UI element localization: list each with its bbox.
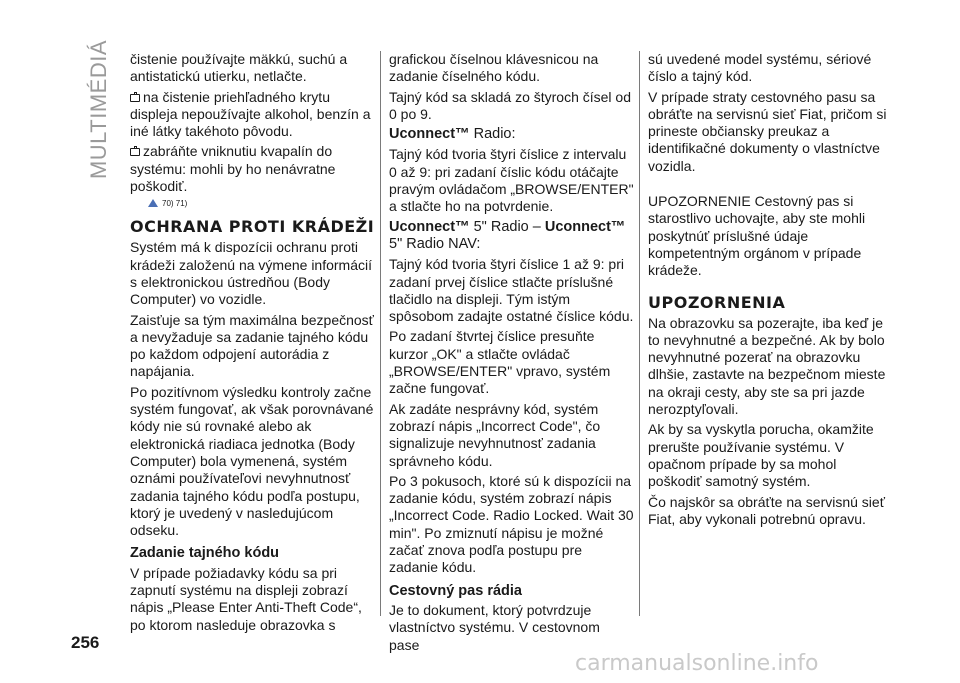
reference-numbers: 70) 71) bbox=[162, 199, 188, 209]
paragraph: Zaisťuje sa tým maximálna bezpečnosť a nevyžaduje sa zadanie tajného kódu po každom odpojení autorádia z napájania. bbox=[130, 311, 374, 380]
heading-antitheft: OCHRANA PROTI KRÁDEŽI bbox=[130, 217, 375, 237]
section-title-vertical bbox=[86, 40, 116, 190]
paragraph: čistenie používajte mäkkú, suchú a antistatickú utierku, netlačte. bbox=[130, 51, 348, 85]
paragraph: Tajný kód tvoria štyri číslice z intervalu 0 až 9: pri zadaní číslic kódu otáčajte pravým ovládačom „BROWSE/ENTER" a stlačte ho na potvrdenie. bbox=[389, 146, 634, 215]
caution-paragraph: UPOZORNENIE Cestovný pas si starostlivo uchovajte, aby ste mohli poskytnúť príslušné údaje kompetentným orgánom v prípade krádeže. bbox=[648, 193, 866, 279]
subheading-radio-nav bbox=[389, 219, 634, 254]
paragraph: Ak by sa vyskytla porucha, okamžite prerušte používanie systému. V opačnom prípade by sa mohol poškodiť samotný systém. bbox=[648, 421, 874, 490]
subheading-text: Radio: bbox=[469, 126, 516, 143]
paragraph: Na obrazovku sa pozerajte, iba keď je to nevyhnutné a bezpečné. Ak by bolo nevyhnutné pozerať na obrazovku dlhšie, zastavte na bezpečnom mieste na okraji cesty, aby ste sa pri jazde nerozptyľovali. bbox=[648, 314, 886, 418]
bullet-text: zabráňte vniknutiu kvapalín do systému: mohli by ho nenávratne poškodiť. bbox=[130, 143, 336, 195]
paragraph: Tajný kód tvoria štyri číslice 1 až 9: pri zadaní prvej číslice stlačte príslušné tlačidlo na displeji. Tým istým spôsobom zadajte ostatné číslice kódu. bbox=[389, 256, 634, 325]
paragraph: Systém má k dispozícii ochranu proti krádeži založenú na výmene informácií s elektronickou ústredňou (Body Computer) vo vozidle. bbox=[130, 239, 373, 308]
brand-label: Uconnect™ bbox=[389, 126, 470, 143]
car-warning-icon bbox=[130, 148, 140, 156]
paragraph: Po pozitívnom výsledku kontroly začne systém fungovať, ak však porovnávané kódy nie sú rovnaké alebo ak elektronická riadiaca jednotka (Body Computer) bola vymenená, systém oznámi používateľovi nevyhnutnosť zadania tajného kódu podľa postupu, ktorý je uvedený v nasledujúcom odseku. bbox=[130, 383, 374, 539]
column-3 bbox=[648, 51, 893, 531]
paragraph: Po 3 pokusoch, ktoré sú k dispozícii na zadanie kódu, systém zobrazí nápis „Incorrect Code. Radio Locked. Wait 30 min". Po zmiznutí nápisu je možné začať znova podľa postupu pre zadanie kódu. bbox=[389, 472, 634, 576]
column-divider bbox=[639, 51, 640, 616]
car-warning-icon bbox=[130, 94, 140, 102]
paragraph: sú uvedené model systému, sériové číslo a tajný kód. bbox=[648, 51, 872, 85]
subheading-radio bbox=[389, 126, 634, 143]
paragraph: Po zadaní štvrtej číslice presuňte kurzor „OK" a stlačte ovládač „BROWSE/ENTER" vpravo, systém začne fungovať. bbox=[389, 328, 611, 397]
section-title-text: MULTIMÉDIÁ bbox=[86, 40, 111, 180]
subheading-text: 5" Radio NAV: bbox=[389, 235, 481, 252]
paragraph: V prípade straty cestovného pasu sa obráťte na servisnú sieť Fiat, pričom si prineste občiansky preukaz a identifikačné dokumenty o vlastníctve vozidla. bbox=[648, 88, 887, 174]
heading-code-entry: Zadanie tajného kódu bbox=[130, 545, 280, 562]
bullet-text: na čistenie priehľadného krytu displeja nepoužívajte alkohol, benzín a iné látky takéhoto pôvodu. bbox=[130, 88, 371, 140]
paragraph: Ak zadáte nesprávny kód, systém zobrazí nápis „Incorrect Code", čo signalizuje nevyhnutnosť zadania správneho kódu. bbox=[389, 400, 601, 469]
column-1 bbox=[130, 51, 375, 637]
column-divider bbox=[380, 51, 381, 616]
heading-warnings: UPOZORNENIA bbox=[648, 292, 786, 312]
paragraph: V prípade požiadavky kódu sa pri zapnutí systému na displeji zobrazí nápis „Please Enter Anti-Theft Code“, po ktorom nasleduje obrazovka s bbox=[130, 564, 362, 633]
paragraph: Je to dokument, ktorý potvrdzuje vlastníctvo systému. V cestovnom pase bbox=[389, 601, 600, 653]
bullet-paragraph bbox=[130, 143, 375, 195]
page-number: 256 bbox=[71, 633, 100, 652]
subheading-text: 5" Radio – bbox=[469, 218, 545, 235]
paragraph: Tajný kód sa skladá zo štyroch čísel od 0 po 9. bbox=[389, 88, 632, 122]
brand-label: Uconnect™ bbox=[389, 218, 470, 235]
brand-label: Uconnect™ bbox=[544, 218, 626, 235]
bullet-paragraph bbox=[130, 89, 375, 141]
warning-references bbox=[148, 198, 375, 210]
paragraph: grafickou číselnou klávesnicou na zadanie číselného kódu. bbox=[389, 51, 599, 85]
watermark: carmanualsonline.info bbox=[575, 651, 819, 676]
column-2 bbox=[389, 51, 634, 657]
warning-triangle-icon bbox=[148, 199, 158, 207]
paragraph: Čo najskôr sa obráťte na servisnú sieť Fiat, aby vykonali potrebnú opravu. bbox=[648, 493, 885, 527]
heading-radio-passport: Cestovný pas rádia bbox=[389, 582, 522, 599]
